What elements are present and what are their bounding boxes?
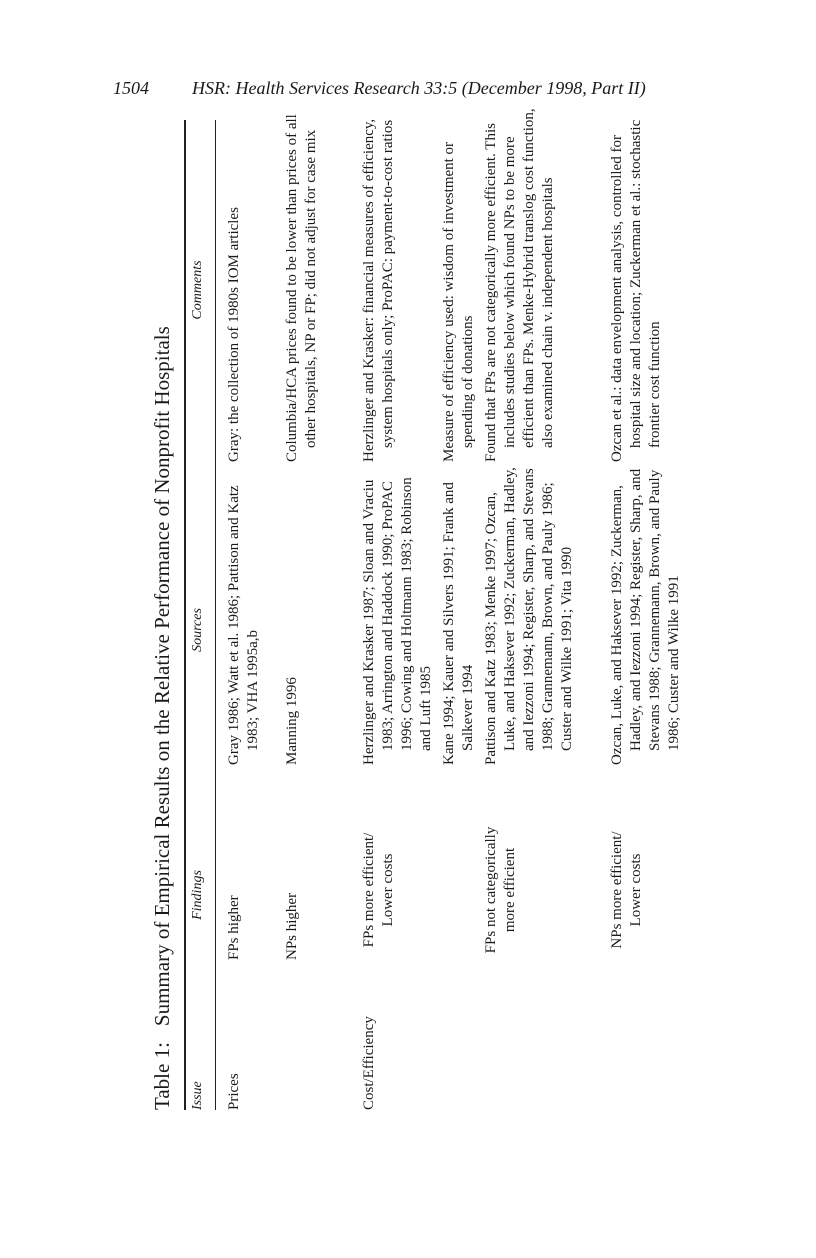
cell-findings: FPs not categorically more efficient xyxy=(483,826,518,954)
cell-comments: Columbia/HCA prices found to be lower than prices of all other hospitals, NP or FP; did not adjust for case mix xyxy=(284,114,319,462)
cell-findings: NPs more efficient/ Lower costs xyxy=(609,831,644,949)
header-issue: Issue xyxy=(190,1081,205,1110)
table-label: Table 1: xyxy=(150,1042,174,1110)
cell-sources: Manning 1996 xyxy=(284,677,300,765)
table-caption: Summary of Empirical Results on the Relative Performance of Nonprofit Hospitals xyxy=(150,326,174,1027)
cell-comments: Measure of efficiency used: wisdom of investment or spending of donations xyxy=(441,141,476,462)
cell-issue: Cost/Efficiency xyxy=(361,1016,377,1110)
cell-sources: Pattison and Katz 1983; Menke 1997; Ozcan, Luke, and Haksever 1992; Zuckerman, Hadley, and Iezzoni 1994; Register, Sharp, and Stevans 1988; Grannemann, Brown, and Pauly 1986; Custer and Wilke 1991; Vita 1990 xyxy=(483,467,575,765)
cell-issue: Prices xyxy=(226,1073,242,1110)
header-sources: Sources xyxy=(190,608,205,652)
header-comments: Comments xyxy=(190,260,205,320)
page-number: 1504 xyxy=(113,78,149,98)
cell-sources: Gray 1986; Watt et al. 1986; Pattison and Katz 1983; VHA 1995a,b xyxy=(226,485,261,765)
cell-sources: Ozcan, Luke, and Haksever 1992; Zuckerman, Hadley, and Iezzoni 1994; Register, Sharp, and Stevans 1988; Grannemann, Brown, and Pauly 1986; Custer and Wilke 1991 xyxy=(609,468,682,765)
cell-comments: Herzlinger and Krasker: financial measures of efficiency, system hospitals only; ProPAC: payment-to-cost ratios xyxy=(361,118,396,462)
cell-findings: NPs higher xyxy=(284,892,300,960)
cell-sources: Herzlinger and Krasker 1987; Sloan and Vraciu 1983; Arrington and Haddock 1990; ProPAC 1996; Cowing and Holtmann 1983; Robinson and Luft 1985 xyxy=(361,477,434,765)
journal-reference: HSR: Health Services Research 33:5 (December 1998, Part II) xyxy=(192,78,646,98)
cell-findings: FPs higher xyxy=(226,895,242,960)
header-rule xyxy=(215,120,216,1110)
rotated-table xyxy=(150,108,682,1110)
cell-comments: Found that FPs are not categorically more efficient. This includes studies below which found NPs to be more efficient than FPs. Menke-Hybrid translog cost function, also examined chain v. independent hospitals xyxy=(483,108,556,462)
running-head xyxy=(0,78,816,102)
cell-comments: Gray: the collection of 1980s IOM articles xyxy=(226,207,242,462)
cell-findings: FPs more efficient/ Lower costs xyxy=(361,832,396,948)
table-title xyxy=(150,326,175,1110)
cell-comments: Ozcan et al.: data envelopment analysis, controlled for hospital size and location; Zuckerman et al.: stochastic frontier cost function xyxy=(609,119,663,462)
header-findings: Findings xyxy=(190,870,205,920)
top-rule xyxy=(184,120,186,1110)
cell-sources: Kane 1994; Kauer and Silvers 1991; Frank and Salkever 1994 xyxy=(441,482,476,765)
